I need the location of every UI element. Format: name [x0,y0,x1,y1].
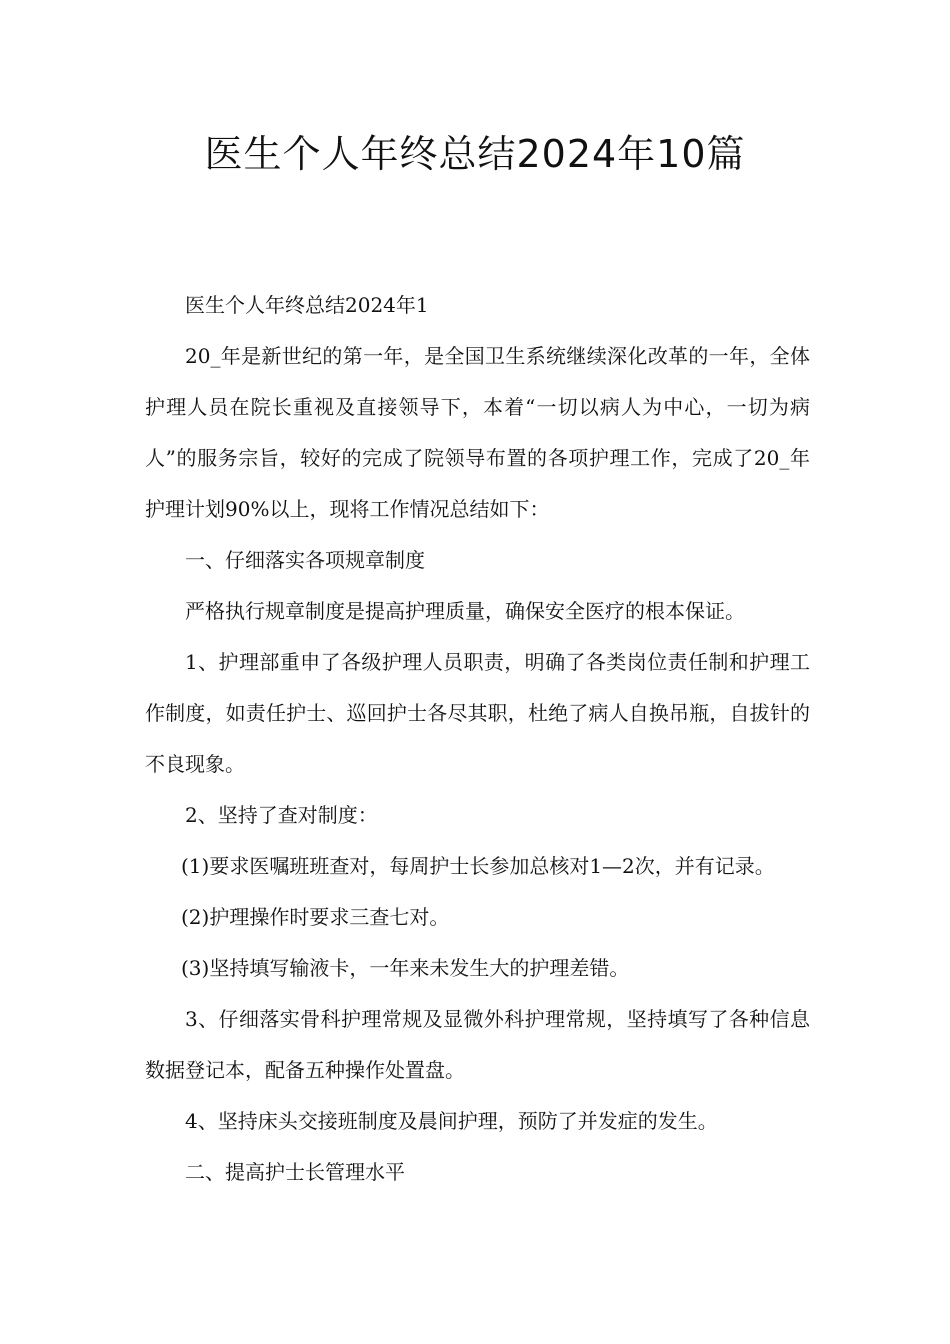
paragraph: 3、仔细落实骨科护理常规及显微外科护理常规，坚持填写了各种信息数据登记本，配备五种操作处置盘。 [145,1007,810,1082]
paragraph: 严格执行规章制度是提高护理质量，确保安全医疗的根本保证。 [185,599,745,623]
section-heading: 一、仔细落实各项规章制度 [185,548,425,572]
section-heading: 医生个人年终总结2024年1 [185,293,429,317]
paragraph: 4、坚持床头交接班制度及晨间护理，预防了并发症的发生。 [185,1109,718,1133]
section-heading: 二、提高护士长管理水平 [185,1160,405,1184]
document-title: 医生个人年终总结2024年10篇 [204,132,746,176]
document-body [145,280,810,1198]
paragraph: 2、坚持了查对制度： [185,803,378,827]
paragraph: (2)护理操作时要求三查七对。 [181,905,450,929]
paragraph: 20_年是新世纪的第一年，是全国卫生系统继续深化改革的一年，全体护理人员在院长重视及直接领导下，本着“一切以病人为中心，一切为病人”的服务宗旨，较好的完成了院领导布置的各项护理工作，完成了20_年护理计划90%以上，现将工作情况总结如下： [145,344,810,521]
paragraph: 1、护理部重申了各级护理人员职责，明确了各类岗位责任制和护理工作制度，如责任护士、巡回护士各尽其职，杜绝了病人自换吊瓶，自拔针的不良现象。 [145,650,810,776]
paragraph: (1)要求医嘱班班查对，每周护士长参加总核对1—2次，并有记录。 [181,854,775,878]
paragraph: (3)坚持填写输液卡，一年来未发生大的护理差错。 [181,956,630,980]
